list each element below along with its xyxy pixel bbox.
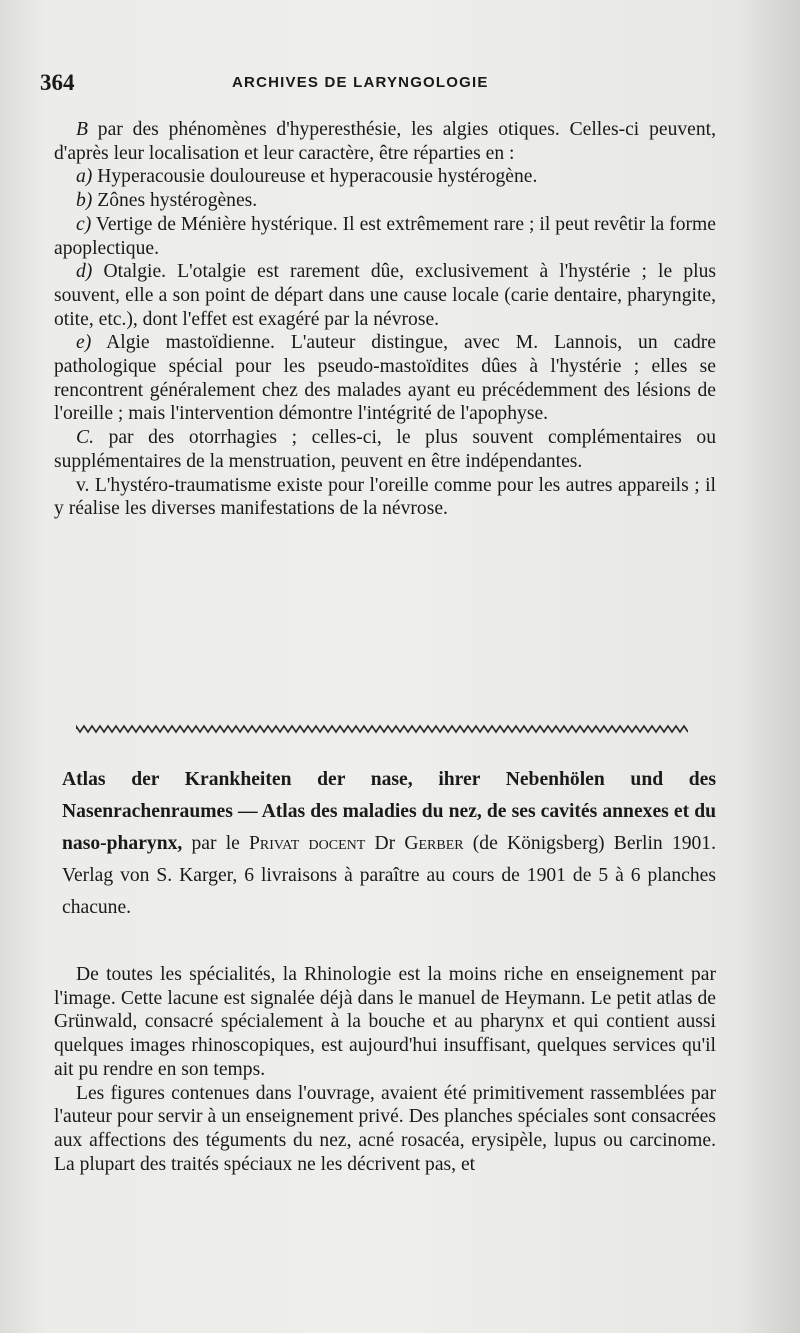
paragraph-a bbox=[54, 165, 716, 189]
paragraph-marker: e) bbox=[76, 332, 92, 354]
paragraph-c-otorrhagies bbox=[54, 426, 716, 473]
review-by: par le bbox=[182, 833, 250, 854]
paragraph-text: Vertige de Ménière hystérique. Il est extrêmement rare ; il peut revêtir la forme apoplectique. bbox=[54, 213, 716, 259]
paragraph-text: Algie mastoïdienne. L'auteur distingue, avec M. Lannois, un cadre pathologique spécial pour les pseudo-mastoïdites dûes à l'hystérie ; elles se rencontrent généralement chez des malades ayant eu précédemment des lésions de l'oreille ; mais l'intervention démontre l'intégrité de l'apophyse. bbox=[54, 332, 716, 425]
page-header bbox=[40, 70, 740, 100]
review-entry-heading bbox=[62, 764, 716, 924]
paragraph-v bbox=[54, 474, 716, 521]
paragraph-marker: v. bbox=[76, 474, 90, 496]
paragraph-marker: d) bbox=[76, 261, 93, 283]
wavy-divider bbox=[76, 722, 688, 736]
review-author-prefix: Dr bbox=[365, 833, 405, 854]
paragraph-text: Hyperacousie douloureuse et hyperacousie hystérogène. bbox=[92, 166, 538, 188]
paragraph-marker: C. bbox=[76, 427, 94, 449]
paragraph-text: L'hystéro-traumatisme existe pour l'oreille comme pour les autres appareils ; il y réalise les diverses manifestations de la névrose. bbox=[54, 474, 716, 520]
paragraph-e bbox=[54, 331, 716, 426]
paragraph-b bbox=[54, 118, 716, 165]
review-author-title: Privat docent bbox=[249, 833, 366, 854]
paragraph-d bbox=[54, 260, 716, 331]
page-number: 364 bbox=[40, 70, 75, 95]
paragraph-b-zones bbox=[54, 189, 716, 213]
paragraph-marker: a) bbox=[76, 166, 93, 188]
review-paragraph: Les figures contenues dans l'ouvrage, avaient été primitivement rassemblées par l'auteur pour servir à un enseignement privé. Des planches spéciales sont consacrées aux affections des téguments du nez, acné rosacéa, erysipèle, lupus ou carcinome. La plupart des traités spéciaux ne les décrivent pas, et bbox=[54, 1082, 716, 1175]
paragraph-text: Zônes hystérogènes. bbox=[92, 190, 258, 212]
paragraph-text: par des otorrhagies ; celles-ci, le plus souvent complémentaires ou supplémentaires de la menstruation, peuvent en être indépendantes. bbox=[54, 427, 716, 472]
review-title: Atlas der Krankheiten der nase, ihrer Nebenhölen und des Nasenrachenraumes — Atlas des maladies du nez, de ses cavités annexes et du naso-pharynx, bbox=[62, 769, 716, 854]
paragraph-c bbox=[54, 213, 716, 260]
paragraph-marker: B bbox=[76, 119, 88, 140]
lower-text-block bbox=[54, 963, 716, 1176]
review-details: (de Königsberg) Berlin 1901. Verlag von S. Karger, 6 livraisons à paraître au cours de 1901 de 5 à 6 planches chacune. bbox=[62, 833, 716, 918]
paragraph-marker: c) bbox=[76, 213, 92, 235]
paragraph-text: Otalgie. L'otalgie est rarement dûe, exclusivement à l'hystérie ; le plus souvent, elle a son point de départ dans une cause locale (carie dentaire, pharyngite, otite, etc.), dont l'effet est exagéré par la névrose. bbox=[54, 261, 716, 330]
paragraph-text: par des phénomènes d'hyperesthésie, les algies otiques. Celles-ci peuvent, d'après leur localisation et leur caractère, être réparties en : bbox=[54, 119, 716, 164]
paragraph-marker: b) bbox=[76, 190, 93, 212]
upper-text-block bbox=[54, 118, 716, 521]
running-title: ARCHIVES DE LARYNGOLOGIE bbox=[232, 74, 489, 91]
review-author-name: Gerber bbox=[404, 833, 464, 854]
review-paragraph: De toutes les spécialités, la Rhinologie est la moins riche en enseignement par l'image. Cette lacune est signalée déjà dans le manuel de Heymann. Le petit atlas de Grünwald, consacré spécialement à la bouche et au pharynx et qui contient aussi quelques images rhinoscopiques, est aujourd'hui insuffisant, quelques services qu'il ait pu rendre en son temps. bbox=[54, 964, 716, 1080]
